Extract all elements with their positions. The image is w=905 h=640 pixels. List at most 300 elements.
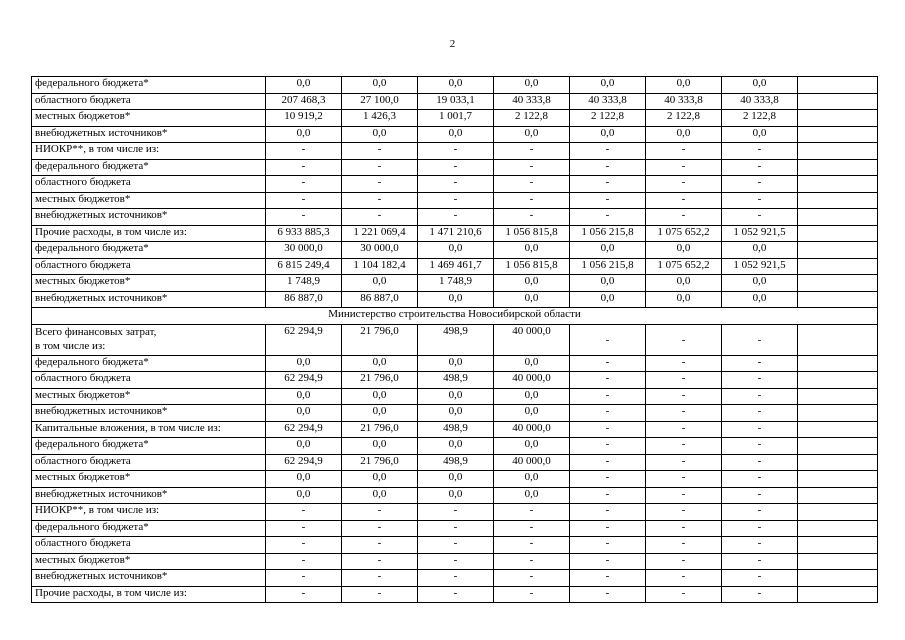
row-label: федерального бюджета* (32, 77, 266, 94)
value-cell: 498,9 (418, 324, 494, 355)
value-cell: 1 075 652,2 (646, 225, 722, 242)
row-label: местных бюджетов* (32, 275, 266, 292)
value-cell (798, 159, 878, 176)
value-cell: - (722, 159, 798, 176)
value-cell: - (570, 192, 646, 209)
value-cell: 1 056 215,8 (570, 258, 646, 275)
table-row (32, 421, 878, 438)
table-row (32, 553, 878, 570)
table-row (32, 110, 878, 127)
value-cell (798, 275, 878, 292)
value-cell: - (646, 471, 722, 488)
value-cell (798, 143, 878, 160)
value-cell (798, 242, 878, 259)
value-cell: - (570, 159, 646, 176)
value-cell: 0,0 (342, 471, 418, 488)
value-cell: - (646, 192, 722, 209)
row-label: Капитальные вложения, в том числе из: (32, 421, 266, 438)
value-cell: - (342, 553, 418, 570)
table-row (32, 520, 878, 537)
table-row (32, 275, 878, 292)
value-cell: 62 294,9 (266, 454, 342, 471)
value-cell: 86 887,0 (342, 291, 418, 308)
value-cell: 0,0 (342, 275, 418, 292)
value-cell: 86 887,0 (266, 291, 342, 308)
table-row (32, 438, 878, 455)
section-title: Министерство строительства Новосибирской области (32, 308, 878, 325)
value-cell (798, 504, 878, 521)
value-cell: - (646, 143, 722, 160)
value-cell: 40 333,8 (494, 93, 570, 110)
value-cell: 0,0 (494, 438, 570, 455)
value-cell: 0,0 (418, 355, 494, 372)
value-cell: - (646, 372, 722, 389)
value-cell: 0,0 (494, 405, 570, 422)
value-cell (798, 291, 878, 308)
value-cell: - (646, 520, 722, 537)
value-cell: 0,0 (418, 242, 494, 259)
value-cell: - (722, 504, 798, 521)
value-cell: 40 333,8 (722, 93, 798, 110)
value-cell: - (722, 586, 798, 603)
value-cell: - (266, 143, 342, 160)
value-cell: 40 000,0 (494, 454, 570, 471)
value-cell (798, 421, 878, 438)
value-cell: - (342, 143, 418, 160)
value-cell: 0,0 (418, 77, 494, 94)
row-label: внебюджетных источников* (32, 291, 266, 308)
value-cell: 6 933 885,3 (266, 225, 342, 242)
value-cell: 0,0 (722, 275, 798, 292)
value-cell: - (418, 570, 494, 587)
row-label: местных бюджетов* (32, 388, 266, 405)
row-label: местных бюджетов* (32, 553, 266, 570)
value-cell: - (266, 537, 342, 554)
row-label: федерального бюджета* (32, 520, 266, 537)
value-cell: 0,0 (570, 275, 646, 292)
value-cell: 1 471 210,6 (418, 225, 494, 242)
value-cell: 0,0 (418, 471, 494, 488)
table-row (32, 192, 878, 209)
value-cell: - (570, 487, 646, 504)
table-row (32, 143, 878, 160)
value-cell: - (418, 159, 494, 176)
value-cell: - (722, 520, 798, 537)
value-cell: 0,0 (722, 242, 798, 259)
row-label: Прочие расходы, в том числе из: (32, 586, 266, 603)
value-cell: 62 294,9 (266, 372, 342, 389)
row-label: областного бюджета (32, 454, 266, 471)
value-cell: 21 796,0 (342, 324, 418, 355)
value-cell: - (722, 537, 798, 554)
table-row (32, 586, 878, 603)
value-cell: - (722, 487, 798, 504)
value-cell: - (646, 504, 722, 521)
table-row (32, 405, 878, 422)
row-label: внебюджетных источников* (32, 487, 266, 504)
value-cell: 0,0 (266, 355, 342, 372)
value-cell: - (342, 176, 418, 193)
row-label: областного бюджета (32, 537, 266, 554)
value-cell: - (494, 176, 570, 193)
value-cell: 6 815 249,4 (266, 258, 342, 275)
value-cell: - (570, 438, 646, 455)
value-cell: 0,0 (494, 126, 570, 143)
value-cell: 40 333,8 (570, 93, 646, 110)
value-cell: - (722, 355, 798, 372)
value-cell: 62 294,9 (266, 324, 342, 355)
value-cell: 10 919,2 (266, 110, 342, 127)
value-cell: - (570, 372, 646, 389)
budget-table-body (32, 77, 878, 603)
value-cell (798, 93, 878, 110)
value-cell: 0,0 (418, 291, 494, 308)
row-label: внебюджетных источников* (32, 570, 266, 587)
value-cell (798, 225, 878, 242)
value-cell: 1 056 215,8 (570, 225, 646, 242)
value-cell: 40 000,0 (494, 324, 570, 355)
value-cell: 1 104 182,4 (342, 258, 418, 275)
value-cell: - (494, 537, 570, 554)
value-cell: - (570, 537, 646, 554)
value-cell: - (570, 454, 646, 471)
value-cell: - (570, 504, 646, 521)
value-cell: - (646, 421, 722, 438)
value-cell: - (570, 388, 646, 405)
value-cell: 21 796,0 (342, 421, 418, 438)
table-row (32, 537, 878, 554)
value-cell: - (266, 176, 342, 193)
value-cell: - (570, 520, 646, 537)
value-cell: 0,0 (266, 388, 342, 405)
value-cell (798, 176, 878, 193)
value-cell: 1 056 815,8 (494, 225, 570, 242)
value-cell: - (570, 421, 646, 438)
value-cell: - (494, 520, 570, 537)
value-cell (798, 355, 878, 372)
value-cell: - (494, 553, 570, 570)
value-cell: - (266, 192, 342, 209)
value-cell (798, 438, 878, 455)
value-cell (798, 192, 878, 209)
value-cell: - (646, 405, 722, 422)
value-cell: 0,0 (266, 471, 342, 488)
row-label: областного бюджета (32, 93, 266, 110)
value-cell: - (266, 159, 342, 176)
value-cell (798, 405, 878, 422)
row-label: НИОКР**, в том числе из: (32, 143, 266, 160)
value-cell: 0,0 (646, 242, 722, 259)
value-cell: - (494, 504, 570, 521)
value-cell: 30 000,0 (266, 242, 342, 259)
value-cell: - (722, 324, 798, 355)
value-cell: - (646, 159, 722, 176)
table-row (32, 126, 878, 143)
table-row (32, 225, 878, 242)
value-cell: - (722, 570, 798, 587)
value-cell: 1 001,7 (418, 110, 494, 127)
value-cell: 0,0 (722, 126, 798, 143)
value-cell: - (722, 209, 798, 226)
value-cell: 0,0 (418, 388, 494, 405)
value-cell: - (646, 209, 722, 226)
value-cell: 1 056 815,8 (494, 258, 570, 275)
page-number: 2 (449, 38, 456, 50)
value-cell: 1 426,3 (342, 110, 418, 127)
value-cell: - (418, 586, 494, 603)
value-cell: - (646, 553, 722, 570)
value-cell: 0,0 (418, 438, 494, 455)
value-cell: 0,0 (342, 77, 418, 94)
value-cell: - (646, 570, 722, 587)
value-cell: 0,0 (722, 77, 798, 94)
value-cell: 2 122,8 (494, 110, 570, 127)
value-cell: - (570, 471, 646, 488)
value-cell: 40 000,0 (494, 372, 570, 389)
value-cell: - (722, 454, 798, 471)
value-cell: - (646, 355, 722, 372)
table-row (32, 471, 878, 488)
value-cell: - (266, 520, 342, 537)
value-cell (798, 586, 878, 603)
value-cell: - (494, 159, 570, 176)
value-cell: - (266, 553, 342, 570)
value-cell (798, 126, 878, 143)
row-label: федерального бюджета* (32, 159, 266, 176)
value-cell (798, 454, 878, 471)
value-cell (798, 537, 878, 554)
table-row (32, 454, 878, 471)
table-row (32, 504, 878, 521)
value-cell: - (266, 586, 342, 603)
row-label: Прочие расходы, в том числе из: (32, 225, 266, 242)
value-cell: 0,0 (494, 388, 570, 405)
row-label: НИОКР**, в том числе из: (32, 504, 266, 521)
value-cell: 1 075 652,2 (646, 258, 722, 275)
table-row (32, 159, 878, 176)
value-cell: 498,9 (418, 421, 494, 438)
value-cell: - (570, 143, 646, 160)
row-label: местных бюджетов* (32, 192, 266, 209)
section-header-row (32, 308, 878, 325)
value-cell: - (494, 570, 570, 587)
value-cell: - (722, 553, 798, 570)
value-cell: - (646, 324, 722, 355)
row-label: внебюджетных источников* (32, 126, 266, 143)
value-cell: 498,9 (418, 372, 494, 389)
value-cell: - (722, 192, 798, 209)
table-row (32, 242, 878, 259)
row-label: местных бюджетов* (32, 471, 266, 488)
value-cell: 0,0 (342, 388, 418, 405)
value-cell: - (342, 586, 418, 603)
value-cell: 2 122,8 (646, 110, 722, 127)
value-cell (798, 570, 878, 587)
value-cell: 0,0 (570, 291, 646, 308)
value-cell: - (418, 176, 494, 193)
value-cell: - (722, 405, 798, 422)
value-cell: 1 052 921,5 (722, 225, 798, 242)
value-cell: 0,0 (494, 487, 570, 504)
row-label: федерального бюджета* (32, 355, 266, 372)
value-cell: - (646, 487, 722, 504)
value-cell: - (722, 471, 798, 488)
value-cell: 0,0 (342, 355, 418, 372)
value-cell: - (646, 586, 722, 603)
value-cell: 0,0 (494, 291, 570, 308)
value-cell: 207 468,3 (266, 93, 342, 110)
value-cell: 2 122,8 (570, 110, 646, 127)
value-cell: - (494, 586, 570, 603)
value-cell: 0,0 (266, 487, 342, 504)
value-cell: - (570, 553, 646, 570)
value-cell (798, 553, 878, 570)
value-cell (798, 471, 878, 488)
value-cell: 27 100,0 (342, 93, 418, 110)
value-cell: 0,0 (646, 126, 722, 143)
row-label: областного бюджета (32, 176, 266, 193)
value-cell: 0,0 (494, 471, 570, 488)
table-row (32, 176, 878, 193)
value-cell: - (570, 586, 646, 603)
table-row (32, 487, 878, 504)
value-cell: - (570, 324, 646, 355)
value-cell: 40 333,8 (646, 93, 722, 110)
value-cell: - (418, 504, 494, 521)
value-cell: - (722, 388, 798, 405)
value-cell: - (418, 537, 494, 554)
value-cell: - (418, 553, 494, 570)
value-cell (798, 324, 878, 355)
value-cell: - (266, 570, 342, 587)
value-cell: 0,0 (266, 405, 342, 422)
value-cell: 21 796,0 (342, 372, 418, 389)
table-row (32, 388, 878, 405)
row-label: Всего финансовых затрат, в том числе из: (32, 324, 266, 355)
value-cell: 0,0 (570, 126, 646, 143)
value-cell: - (266, 209, 342, 226)
value-cell: 0,0 (342, 438, 418, 455)
value-cell: - (342, 192, 418, 209)
value-cell: 0,0 (266, 77, 342, 94)
row-label: областного бюджета (32, 258, 266, 275)
value-cell: - (646, 438, 722, 455)
table-row (32, 372, 878, 389)
value-cell: - (646, 454, 722, 471)
value-cell: 21 796,0 (342, 454, 418, 471)
value-cell: - (342, 159, 418, 176)
value-cell: - (646, 176, 722, 193)
table-row (32, 355, 878, 372)
value-cell: - (494, 209, 570, 226)
value-cell: 0,0 (494, 355, 570, 372)
value-cell: 1 052 921,5 (722, 258, 798, 275)
value-cell: 0,0 (494, 242, 570, 259)
value-cell: - (342, 570, 418, 587)
value-cell: 0,0 (342, 126, 418, 143)
row-label: внебюджетных источников* (32, 209, 266, 226)
value-cell: 0,0 (722, 291, 798, 308)
value-cell: - (722, 372, 798, 389)
value-cell: - (494, 192, 570, 209)
row-label: местных бюджетов* (32, 110, 266, 127)
value-cell (798, 110, 878, 127)
value-cell: - (646, 537, 722, 554)
value-cell: - (570, 355, 646, 372)
value-cell: - (266, 504, 342, 521)
table-row (32, 93, 878, 110)
value-cell: - (570, 176, 646, 193)
value-cell (798, 372, 878, 389)
value-cell: 0,0 (342, 487, 418, 504)
row-label: областного бюджета (32, 372, 266, 389)
table-row (32, 258, 878, 275)
value-cell: - (418, 143, 494, 160)
value-cell: - (418, 209, 494, 226)
value-cell: 2 122,8 (722, 110, 798, 127)
value-cell: 0,0 (266, 438, 342, 455)
budget-table (31, 76, 878, 603)
value-cell: 1 221 069,4 (342, 225, 418, 242)
row-label: федерального бюджета* (32, 242, 266, 259)
value-cell: 0,0 (342, 405, 418, 422)
value-cell (798, 388, 878, 405)
value-cell: 0,0 (570, 242, 646, 259)
value-cell: 0,0 (494, 275, 570, 292)
value-cell: 19 033,1 (418, 93, 494, 110)
value-cell: - (342, 537, 418, 554)
value-cell: - (722, 421, 798, 438)
value-cell: - (342, 504, 418, 521)
value-cell (798, 77, 878, 94)
value-cell (798, 487, 878, 504)
value-cell: 0,0 (646, 291, 722, 308)
value-cell: - (570, 570, 646, 587)
value-cell: - (342, 520, 418, 537)
value-cell: - (494, 143, 570, 160)
value-cell: 0,0 (494, 77, 570, 94)
value-cell: - (722, 176, 798, 193)
value-cell: 62 294,9 (266, 421, 342, 438)
value-cell: 0,0 (418, 487, 494, 504)
value-cell: 1 469 461,7 (418, 258, 494, 275)
value-cell: - (722, 438, 798, 455)
value-cell: 0,0 (266, 126, 342, 143)
value-cell: 0,0 (418, 126, 494, 143)
value-cell: - (342, 209, 418, 226)
value-cell: 40 000,0 (494, 421, 570, 438)
value-cell: - (722, 143, 798, 160)
value-cell: - (418, 520, 494, 537)
table-row (32, 77, 878, 94)
value-cell: 0,0 (570, 77, 646, 94)
value-cell: 0,0 (646, 275, 722, 292)
value-cell: - (646, 388, 722, 405)
table-row (32, 324, 878, 355)
value-cell: 1 748,9 (418, 275, 494, 292)
value-cell (798, 209, 878, 226)
table-row (32, 209, 878, 226)
value-cell: 1 748,9 (266, 275, 342, 292)
value-cell: - (570, 405, 646, 422)
value-cell (798, 520, 878, 537)
value-cell: - (418, 192, 494, 209)
value-cell (798, 258, 878, 275)
table-row (32, 291, 878, 308)
table-row (32, 570, 878, 587)
value-cell: 0,0 (418, 405, 494, 422)
value-cell: 498,9 (418, 454, 494, 471)
